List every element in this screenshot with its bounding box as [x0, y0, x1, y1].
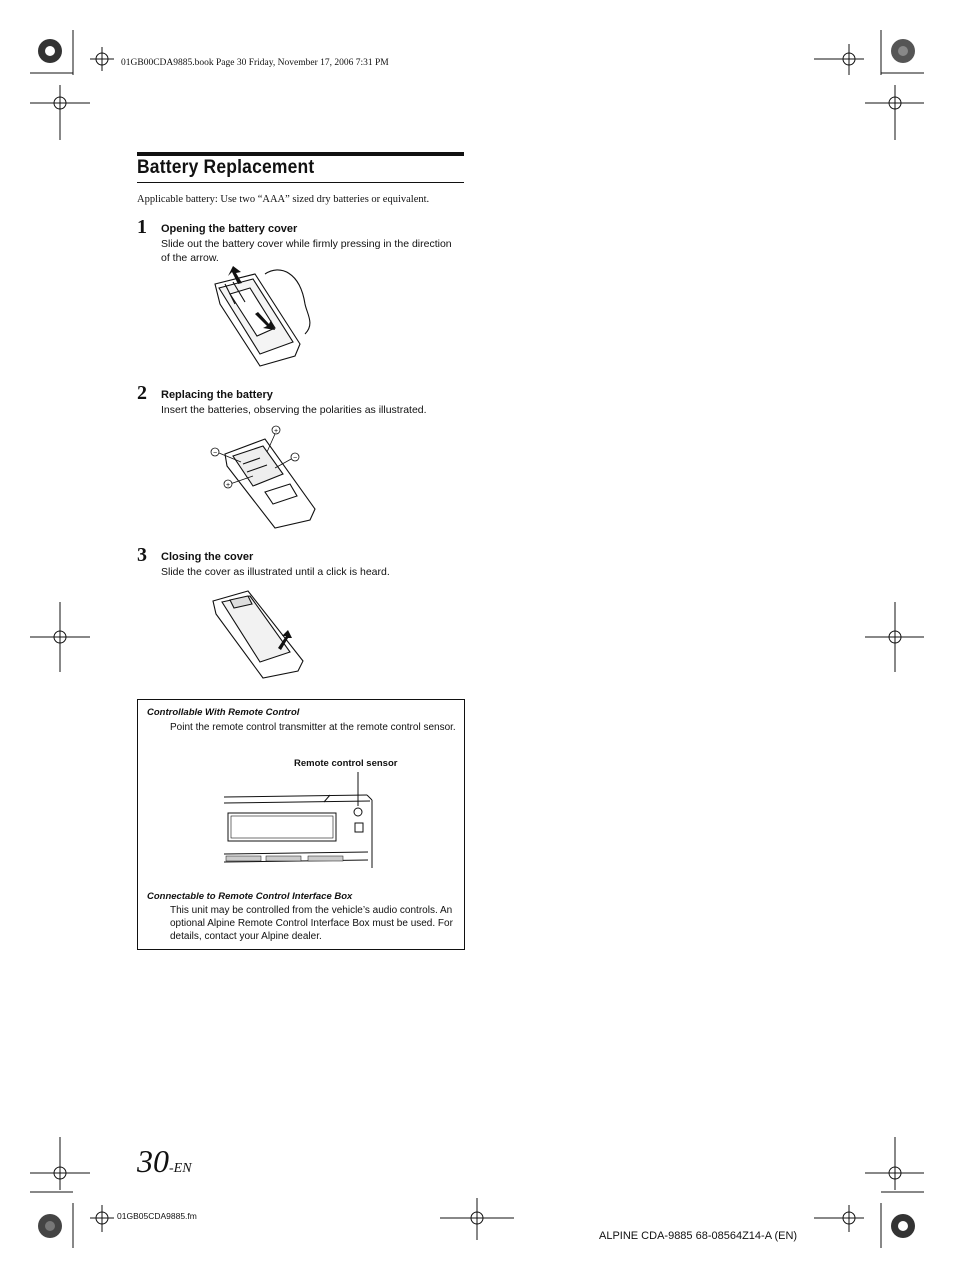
title-bottom-rule [137, 182, 464, 183]
star-target-tr [891, 39, 915, 63]
crosshair-11 [814, 1205, 864, 1232]
crosshair-1 [90, 47, 114, 71]
step-2-description: Insert the batteries, observing the polarities as illustrated. [161, 404, 427, 416]
book-header-line: 01GB00CDA9885.book Page 30 Friday, November 17, 2006 7:31 PM [121, 58, 389, 68]
note-heading-connectable: Connectable to Remote Control Interface Box [147, 891, 353, 902]
crosshair-5 [30, 602, 90, 672]
polarity-minus-1: − [212, 450, 218, 457]
head-unit-illustration [222, 770, 382, 870]
section-title: Battery Replacement [137, 157, 315, 178]
polarity-plus-2: + [225, 482, 231, 489]
polarity-plus-1: + [273, 428, 279, 435]
star-target-br [891, 1214, 915, 1238]
page-suffix: -EN [169, 1161, 192, 1176]
crosshair-2 [30, 85, 90, 140]
page-number: 30-EN [137, 1143, 192, 1179]
crosshair-10 [440, 1198, 514, 1240]
note-text-connectable: This unit may be controlled from the vehicle’s audio controls. An optional Alpine Remote Control Interface Box must be used. For details, contact your Alpine dealer. [170, 905, 453, 942]
remote-sensor-icon [354, 808, 362, 816]
polarity-minus-2: − [292, 455, 298, 462]
remote-close-cover-illustration [208, 586, 318, 681]
step-3-title: Closing the cover [161, 551, 254, 563]
title-top-rule [137, 152, 464, 156]
crosshair-6 [865, 602, 924, 672]
step-3-description: Slide the cover as illustrated until a click is heard. [161, 566, 390, 578]
crosshair-3 [814, 44, 864, 75]
star-target-tl [38, 39, 62, 63]
note-heading-controllable: Controllable With Remote Control [147, 707, 300, 718]
remote-open-cover-illustration [205, 264, 325, 374]
applicable-battery-text: Applicable battery: Use two “AAA” sized dry batteries or equivalent. [137, 194, 430, 205]
step-1-description: Slide out the battery cover while firmly pressing in the direction of the arrow. [161, 238, 452, 264]
remote-sensor-label: Remote control sensor [294, 758, 398, 769]
step-2-number: 2 [137, 382, 147, 404]
crosshair-9 [90, 1205, 114, 1232]
step-1-title: Opening the battery cover [161, 223, 298, 235]
crosshair-4 [865, 85, 924, 140]
note-text-controllable: Point the remote control transmitter at the remote control sensor. [170, 722, 456, 733]
step-1-number: 1 [137, 216, 147, 238]
footer-file-name: 01GB05CDA9885.fm [117, 1211, 197, 1221]
crosshair-7 [30, 1137, 90, 1190]
footer-model-line: ALPINE CDA-9885 68-08564Z14-A (EN) [599, 1230, 798, 1242]
step-2-title: Replacing the battery [161, 389, 273, 401]
star-target-bl [38, 1214, 62, 1238]
crosshair-8 [865, 1137, 924, 1190]
remote-battery-polarity-illustration [205, 424, 335, 534]
step-3-number: 3 [137, 544, 147, 566]
